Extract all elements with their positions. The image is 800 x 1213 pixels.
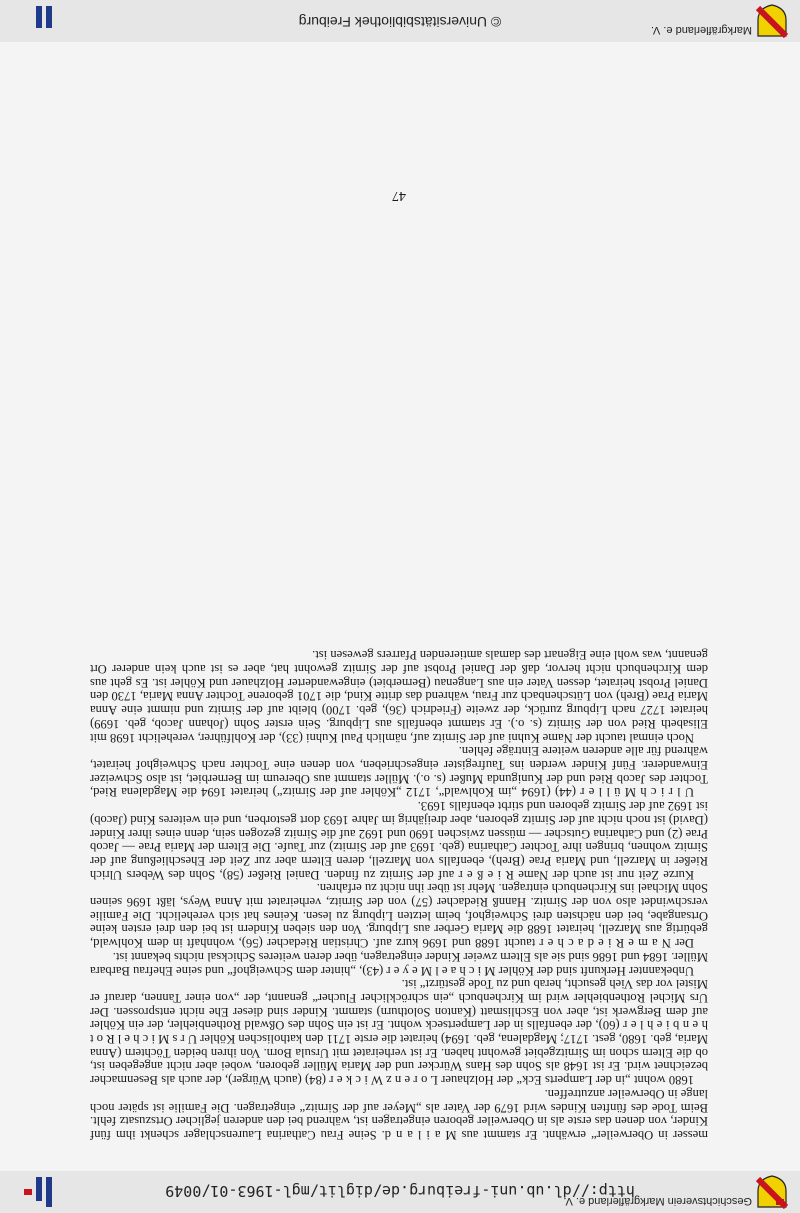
paragraph: Unbekannter Herkunft sind der Köhler M i c h a e l M e y e r (43), „hinter dem Schweighof“ und seine Ehefrau Barbara Müller. 1684 und 1686 sind sie als Eltern zweier Kinder eingetragen, über deren weiteres Schicksal nichts bekannt ist. [90,949,708,978]
viewer-footer-bar [0,0,800,42]
paragraph: Noch einmal taucht der Name Kuhni auf der Sirnitz auf, nämlich Paul Kuhni (33), der Kohlführer, verehelicht 1698 mit Elisabeth Ried von der Sirnitz (s. o.). Er stammt ebenfalls aus Lipburg. Sein erster Sohn (Johann Jacob, geb. 1699) heiratet 1727 nach Lipburg zurück, der zweite (Friedrich (36), geb. 1700) bleibt auf der Sirnitz und nimmt eine Anna Maria Prae (Breh) von Lütschenbach zur Frau, während das dritte Kind, die 1701 geborene Tochter Anna Maria, 1730 den Daniel Probst heiratet, dessen Vater ein aus Langenau (Bernerbiet) eingewanderter Holzhauer und Köhler ist. Es geht aus dem Kirchenbuch nicht hervor, daß der Daniel Probst auf der Sirnitz gewohnt hat, aber es ist auch kein anderer Ort genannt, was wohl eine Eigenart des damals amtierenden Pfarrers gewesen ist. [90,648,708,745]
library-logo-icon [20,6,56,36]
viewer-header-bar [0,1171,800,1213]
page-number: 47 [392,188,406,203]
publisher-label: Markgräflerland e. V. [650,24,752,36]
document-url-link[interactable]: http://dl.ub.uni-freiburg.de/diglit/mgl-1963-01/0049 [165,1182,635,1200]
paragraph: messer in Oberweiler“ erwähnt. Er stammt aus M a i l a n d. Seine Frau Catharina Laurenschlager schenkt ihm fünf Kinder, von denen das erste als in Oberweiler geboren eingetragen ist, während bei den anderen jeglicher Ortszusatz fehlt. Beim Tode des fünften Kindes wird 1679 der Vater als „Meyer auf der Sirnitz“ eingetragen. Die Familie ist später noch lange in Oberweiler anzutreffen. [90,1086,708,1142]
publisher-label: Geschichtsverein Markgräflerland e. V. [563,1195,752,1207]
body-text [90,648,708,1141]
paragraph: 1680 wohnt „in der Lamperts Eck“ der Holzhauer L o r e n z W i c k e r (84) (auch Würger), der auch als Besenmacher bezeichnet wird. Er ist 1648 als Sohn des Hans Würcker und der Maria Müller geboren, wobei aber nicht angegeben ist, ob die Eltern schon im Sirnitzgebiet gewohnt haben. Er ist verheiratet mit Ursula Born. Von ihren beiden Töchtern (Anna Maria, geb. 1680, gest. 1717; Magdalena, geb. 1694) heiratet die erste 1711 den katholischen Köhler U r s M i c h e l R o t h e n b i e h l e r (60), der ebenfalls in der Lampertseck wohnt. Er ist ein Sohn des Oßwald Rothenbiehler, der ein Köhler auf dem Bergwerk ist, aber von Eschlismatt (Kanton Solothurn) stammt. Kinder sind dieser Ehe nicht entsprossen. Der Urs Michel Rothenbiehler wird im Kirchenbuch „ein schröcklicher Flucher“ genannt, der „von einer Tannen, darauf er Mistel vor das Vieh gesucht, herab und zu Tode gestürzt“ ist. [90,977,708,1088]
paragraph: Kurze Zeit nur ist auch der Name R i e ß e r auf der Sirnitz zu finden. Daniel Rießer (58), Sohn des Webers Ulrich Rießer in Marzell, und Maria Prae (Breh), ebenfalls von Marzell, deren Eltern aber zur Zeit der Eheschließung auf der Sirnitz wohnen, bringen ihre Tochter Catharina (geb. 1693 auf der Sirnitz) zur Taufe. Die Eltern der Maria Prae — Jacob Prae (2) und Catharina Gutscher — müssen zwischen 1690 und 1692 auf die Sirnitz gezogen sein, denn eines ihrer Kinder (David) ist noch nicht auf der Sirnitz geboren, aber dreijährig im Jahre 1693 dort gestorben, und ein weiteres Kind (Jacob) ist 1692 auf der Sirnitz geboren und stirbt ebenfalls 1693. [90,799,708,882]
paragraph: U l r i c h M ü l l e r (44) (1694 „im Kohlwald“, 1712 „Köhler auf der Sirnitz“) heiratet 1694 die Magdalena Ried, Tochter des Jacob Ried und der Kunigunda Mußer (s. o.). Müller stammt aus Obereum im Bernerbiet, ist also Schweizer Einwanderer. Fünf Kinder werden ins Taufregister eingeschrieben, von denen eine Tochter nach Schweighof heiratet, während für alle anderen weitere Einträge fehlen. [90,744,708,800]
paragraph: Der N a m e R i e d a c h e r taucht 1688 und 1696 kurz auf. Christian Riedacher (56), wohnhaft in dem Kohlwald, gebürtig aus Marzell, heiratet 1688 die Maria Gerber aus Lipburg. Von den sieben Kindern ist bei den drei ersten keine Ortsangabe, bei den nächsten drei Schweighof, beim letzten Lipburg zu lesen. Keines hat sich verehelicht. Die Familie verschwindet also von der Sirnitz. Hannß Riedacher (57) von der Sirnitz, verheiratet mit Anna Weys, läßt 1696 seinen Sohn Michael ins Kirchenbuch eintragen. Mehr ist über ihn nicht zu erfahren. [90,881,708,951]
copyright-notice: © Universitätsbibliothek Freiburg [298,14,502,30]
library-logo-icon [20,1177,56,1207]
